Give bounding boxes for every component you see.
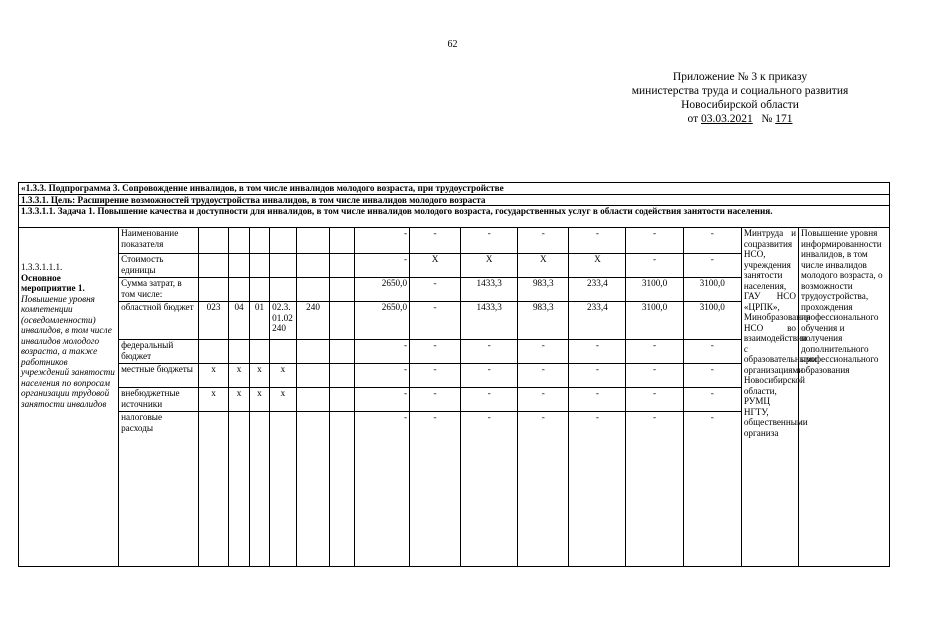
value-cell: - xyxy=(461,412,518,567)
cell: 023 xyxy=(198,302,229,340)
measure-cell xyxy=(19,228,119,567)
value-cell: - xyxy=(569,228,626,254)
value-cell: - xyxy=(461,388,518,412)
value-cell: - xyxy=(569,340,626,364)
cell xyxy=(249,228,269,254)
value-cell: - xyxy=(569,412,626,567)
value-cell: 983,3 xyxy=(518,278,569,302)
row-label: местные бюджеты xyxy=(119,364,199,388)
row-label: Стоимость единицы xyxy=(119,254,199,278)
cell: x xyxy=(229,364,249,388)
cell xyxy=(330,340,355,364)
value-cell: - xyxy=(518,412,569,567)
value-cell: 3100,0 xyxy=(626,278,683,302)
measure-description: Повышение уровня компетенции (осведомленности) инвалидов, в том числе инвалидов молодого возраста, а также работников учреждений занятости населения по вопросам организации трудовой занятости инвалидов xyxy=(21,293,115,409)
cell xyxy=(296,412,330,567)
cell xyxy=(270,278,297,302)
cell xyxy=(229,340,249,364)
value-cell: - xyxy=(410,364,461,388)
value-cell: - xyxy=(410,388,461,412)
value-cell: - xyxy=(410,412,461,567)
appendix-line-3: Новосибирской области xyxy=(681,99,799,111)
value-cell: - xyxy=(410,278,461,302)
value-cell: X xyxy=(410,254,461,278)
appendix-header xyxy=(540,70,940,126)
measure-title: Основное мероприятие 1. xyxy=(21,272,85,293)
cell xyxy=(296,388,330,412)
cell xyxy=(296,254,330,278)
cell: 01 xyxy=(249,302,269,340)
cell xyxy=(270,412,297,567)
program-header: «1.3.3. Подпрограмма 3. Сопровождение инвалидов, в том числе инвалидов молодого возраста, при трудоустройстве xyxy=(19,183,890,195)
cell: x xyxy=(249,388,269,412)
cell xyxy=(330,254,355,278)
value-cell: - xyxy=(461,228,518,254)
order-date: 03.03.2021 xyxy=(701,113,753,125)
value-cell: - xyxy=(518,228,569,254)
value-cell: 3100,0 xyxy=(683,278,741,302)
number-prefix: № xyxy=(761,113,776,125)
cell xyxy=(249,340,269,364)
value-cell: - xyxy=(518,364,569,388)
value-cell: 3100,0 xyxy=(626,302,683,340)
value-cell: - xyxy=(683,412,741,567)
value-cell: - xyxy=(569,364,626,388)
appendix-line-2: министерства труда и социального развития xyxy=(631,85,849,97)
cell: 02.3.01.02240 xyxy=(270,302,297,340)
value-cell: 1433,3 xyxy=(461,278,518,302)
value-cell: - xyxy=(354,412,409,567)
cell xyxy=(198,412,229,567)
row-label: внебюджетные источники xyxy=(119,388,199,412)
goal-header-row xyxy=(19,194,890,206)
cell xyxy=(198,254,229,278)
value-cell: - xyxy=(683,388,741,412)
cell xyxy=(270,254,297,278)
order-number: 171 xyxy=(775,113,793,125)
cell xyxy=(296,364,330,388)
value-cell: - xyxy=(518,340,569,364)
cell xyxy=(198,340,229,364)
cell xyxy=(249,412,269,567)
task-header-row xyxy=(19,206,890,228)
row-label: налоговые расходы xyxy=(119,412,199,567)
value-cell: - xyxy=(354,254,409,278)
row-label: федеральный бюджет xyxy=(119,340,199,364)
value-cell: - xyxy=(410,228,461,254)
cell xyxy=(330,412,355,567)
value-cell: - xyxy=(569,388,626,412)
executor-cell: Минтруда и соцразвития НСО, учреждения занятости населения, ГАУ НСО «ЦРПК», Минобразования НСО во взаимодействии с образовательными организациями Новосибирской области, РУМЦ НГТУ, общественными организа xyxy=(741,228,798,567)
value-cell: - xyxy=(410,340,461,364)
cell xyxy=(330,278,355,302)
cell xyxy=(296,340,330,364)
appendix-date-line xyxy=(540,112,940,126)
value-cell: - xyxy=(683,340,741,364)
program-header-row xyxy=(19,183,890,195)
date-prefix: от xyxy=(687,113,701,125)
cell xyxy=(296,278,330,302)
goal-header: 1.3.3.1. Цель: Расширение возможностей трудоустройства инвалидов, в том числе инвалидов молодого возраста xyxy=(19,194,890,206)
page-number: 62 xyxy=(447,39,458,50)
value-cell: - xyxy=(518,388,569,412)
cell: x xyxy=(249,364,269,388)
cell xyxy=(249,254,269,278)
cell: 240 xyxy=(296,302,330,340)
value-cell: 233,4 xyxy=(569,302,626,340)
value-cell: - xyxy=(626,254,683,278)
value-cell: - xyxy=(626,340,683,364)
cell xyxy=(330,388,355,412)
row-label: Сумма затрат, в том числе: xyxy=(119,278,199,302)
value-cell: - xyxy=(354,228,409,254)
measure-code: 1.3.3.1.1.1. xyxy=(21,262,63,272)
value-cell: 1433,3 xyxy=(461,302,518,340)
value-cell: - xyxy=(626,364,683,388)
cell xyxy=(330,364,355,388)
value-cell: 2650,0 xyxy=(354,302,409,340)
cell: x xyxy=(270,364,297,388)
value-cell: - xyxy=(626,412,683,567)
value-cell: 3100,0 xyxy=(683,302,741,340)
cell: x xyxy=(198,364,229,388)
cell: 04 xyxy=(229,302,249,340)
value-cell: 983,3 xyxy=(518,302,569,340)
value-cell: 233,4 xyxy=(569,278,626,302)
value-cell: - xyxy=(683,228,741,254)
value-cell: - xyxy=(683,254,741,278)
cell xyxy=(330,228,355,254)
cell xyxy=(229,278,249,302)
value-cell: - xyxy=(410,302,461,340)
cell xyxy=(270,340,297,364)
value-cell: X xyxy=(518,254,569,278)
value-cell: - xyxy=(354,340,409,364)
value-cell: - xyxy=(354,364,409,388)
value-cell: - xyxy=(683,364,741,388)
row-label: Наименование показателя xyxy=(119,228,199,254)
row-label: областной бюджет xyxy=(119,302,199,340)
value-cell: - xyxy=(461,340,518,364)
value-cell: - xyxy=(626,228,683,254)
cell xyxy=(198,278,229,302)
cell: x xyxy=(270,388,297,412)
program-table xyxy=(18,182,890,567)
value-cell: - xyxy=(354,388,409,412)
cell xyxy=(229,228,249,254)
value-cell: - xyxy=(626,388,683,412)
value-cell: - xyxy=(461,364,518,388)
cell xyxy=(229,412,249,567)
cell xyxy=(330,302,355,340)
value-cell: X xyxy=(569,254,626,278)
cell: x xyxy=(229,388,249,412)
cell: x xyxy=(198,388,229,412)
table-row xyxy=(19,228,890,254)
cell xyxy=(198,228,229,254)
cell xyxy=(270,228,297,254)
cell xyxy=(249,278,269,302)
cell xyxy=(296,228,330,254)
appendix-line-1: Приложение № 3 к приказу xyxy=(672,71,808,83)
task-header: 1.3.3.1.1. Задача 1. Повышение качества и доступности для инвалидов, в том числе инвалидов молодого возраста, государственных услуг в области содействия занятости населения. xyxy=(19,206,890,228)
value-cell: X xyxy=(461,254,518,278)
value-cell: 2650,0 xyxy=(354,278,409,302)
cell xyxy=(229,254,249,278)
result-cell: Повышение уровня информированности инвалидов, в том числе инвалидов молодого возраста, о возможности трудоустройства, прохождения профессионального обучения и получения дополнительного профессионального образования xyxy=(799,228,890,567)
